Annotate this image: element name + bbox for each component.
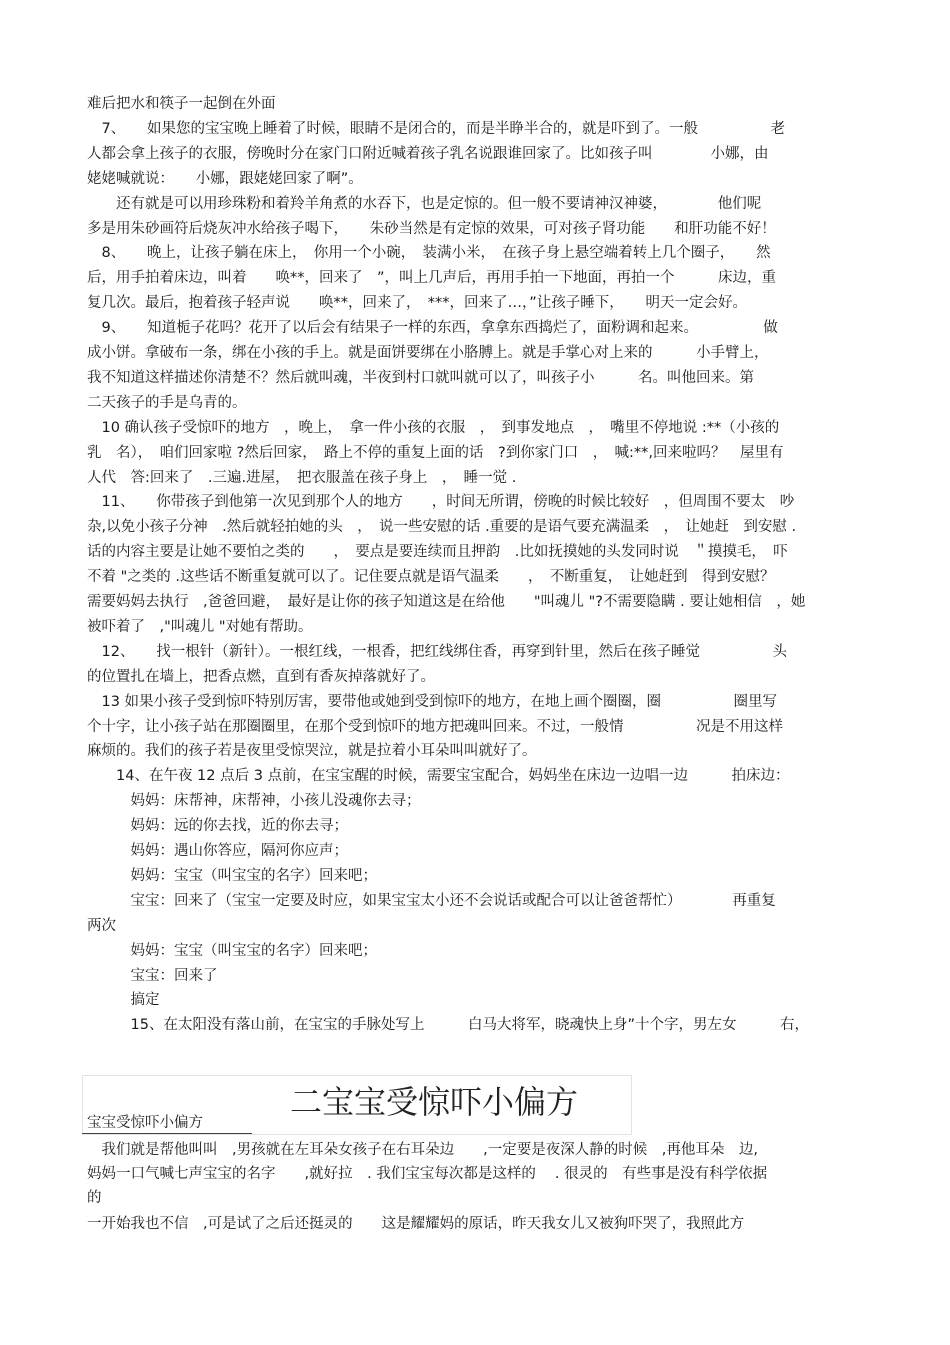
text-line: 需要妈妈去执行 ,爸爸回避， 最好是让你的孩子知道这是在给他 "叫魂儿 "?不需要隐瞒 . 要让她相信 ，她 (87, 594, 806, 610)
text-line: 搞定 (87, 992, 160, 1009)
text-line: 杂,以免小孩子分神 .然后就轻拍她的头 ， 说一些安慰的话 .重要的是语气要充满温柔 ， 让她赶 到安慰 . (87, 519, 797, 536)
text-line: 妈妈：床帮神，床帮神，小孩儿没魂你去寻； (87, 793, 421, 810)
text-line: 后，用手拍着床边，叫着 唤**，回来了 ”，叫上几声后，再用手拍一下地面，再拍一个 床边，重 (87, 270, 777, 287)
text-line: 乳 名）， 咱们回家啦 ?然后回家， 路上不停的重复上面的话 ?到你家门口 ， 喊:**,回来啦吗？ 屋里有 (87, 444, 784, 461)
text-line: 11、 你带孩子到他第一次见到那个人的地方 ，时间无所谓，傍晚的时候比较好 ，但周围不要太 吵 (87, 494, 795, 511)
text-line: 多是用朱砂画符后烧灰冲水给孩子喝下， 朱砂当然是有定惊的效果，可对孩子肾功能 和肝功能不好！ (87, 220, 776, 237)
text-line: 妈妈：远的你去找，近的你去寻； (87, 818, 348, 835)
text-line: 话的内容主要是让她不要怕之类的 ， 要点是要连续而且押韵 .比如抚摸她的头发同时说 ＂摸摸毛， 吓 (87, 544, 788, 561)
text-line: 人都会拿上孩子的衣服，傍晚时分在家门口附近喊着孩子乳名说跟谁回家了。比如孩子叫 小娜，由 (87, 145, 769, 162)
text-line: 8、 晚上，让孩子躺在床上， 你用一个小碗， 装满小米， 在孩子身上悬空端着转上几个圈子， 然 (87, 245, 771, 262)
text-line: 的位置扎在墙上，把香点燃，直到有香灰掉落就好了。 (87, 668, 435, 685)
text-line: 二天孩子的手是乌青的。 (87, 394, 247, 411)
text-line: 我不知道这样描述你清楚不？然后就叫魂，半夜到村口就叫就可以了，叫孩子小 名。叫他回来。第 (87, 369, 754, 386)
text-line: 麻烦的。我们的孩子若是夜里受惊哭泣，就是拉着小耳朵叫叫就好了。 (87, 743, 537, 760)
text-line: 15、在太阳没有落山前，在宝宝的手脉处写上 白马大将军，晓魂快上身”十个字，男左女 右， (87, 1017, 809, 1034)
text-line: 12、 找一根针（新针）。一根红线，一根香，把红线绑住香，再穿到针里，然后在孩子睡觉 头 (87, 643, 787, 660)
text-line: 难后把水和筷子一起倒在外面 (87, 96, 276, 112)
text-line: 宝宝：回来了（宝宝一定要及时应，如果宝宝太小还不会说话或配合可以让爸爸帮忙） 再重复 (87, 892, 776, 909)
text-line: 14、在午夜 12 点后 3 点前，在宝宝醒的时候，需要宝宝配合，妈妈坐在床边一边唱一边 拍床边： (87, 768, 790, 785)
text-line: 被吓着了 ,"叫魂儿 "对她有帮助。 (87, 618, 313, 635)
subtitle-underline (82, 1133, 252, 1134)
text-line: 妈妈：宝宝（叫宝宝的名字）回来吧； (87, 867, 377, 884)
text-line: 不着 "之类的 .这些话不断重复就可以了。记住要点就是语气温柔 ， 不断重复， 让她赶到 得到安慰？ (87, 569, 775, 586)
text-line: 我们就是帮他叫叫 ,男孩就在左耳朵女孩子在右耳朵边 ,一定要是夜深人静的时候 ,再他耳朵 边, (87, 1142, 758, 1158)
text-line: 7、 如果您的宝宝晚上睡着了时候，眼睛不是闭合的，而是半睁半合的，就是吓到了。一般 老 (87, 120, 785, 137)
text-line: 13 如果小孩子受到惊吓特别厉害，要带他或她到受到惊吓的地方，在地上画个圈圈，圈 圈里写 (87, 693, 778, 710)
text-line: 还有就是可以用珍珠粉和着羚羊角煮的水吞下，也是定惊的。但一般不要请神汉神婆， 他们呢 (87, 195, 762, 212)
text-line: 妈妈一口气喊七声宝宝的名字 ,就好拉 . 我们宝宝每次都是这样的 . 很灵的 有些事是没有科学依据 (87, 1166, 768, 1182)
text-line: 的 (87, 1190, 102, 1206)
text-line: 10 确认孩子受惊吓的地方 ，晚上， 拿一件小孩的衣服 ， 到事发地点 ， 嘴里不停地说 :**（小孩的 (87, 419, 780, 436)
text-line: 9、 知道栀子花吗？花开了以后会有结果子一样的东西，拿拿东西捣烂了，面粉调和起来。 做 (87, 320, 778, 337)
text-line: 宝宝：回来了 (87, 967, 218, 984)
text-line: 妈妈：遇山你答应，隔河你应声； (87, 843, 348, 859)
section-title: 二宝宝受惊吓小偏方 (290, 1083, 579, 1121)
text-line: 复几次。最后，抱着孩子轻声说 唤**，回来了， ***，回来了…，”让孩子睡下， 明天一定会好。 (87, 295, 748, 312)
section-subtitle: 宝宝受惊吓小偏方 (87, 1115, 203, 1131)
text-line: 姥姥喊就说： 小娜，跟姥姥回家了啊”。 (87, 170, 363, 187)
text-line: 两次 (87, 917, 116, 934)
text-line: 个十字，让小孩子站在那圈圈里，在那个受到惊吓的地方把魂叫回来。不过，一般情 况是不用这样 (87, 718, 783, 735)
text-line: 妈妈：宝宝（叫宝宝的名字）回来吧； (87, 942, 377, 959)
text-line: 一开始我也不信 ,可是试了之后还挺灵的 这是耀耀妈的原话，昨天我女儿又被狗吓哭了，我照此方 (87, 1216, 745, 1232)
text-line: 成小饼。拿破布一条，绑在小孩的手上。就是面饼要绑在小胳膊上。就是手掌心对上来的 小手臂上， (87, 345, 769, 361)
text-line: 人代 答:回来了 .三遍.进屋， 把衣服盖在孩子身上 ， 睡一觉 . (87, 469, 517, 486)
